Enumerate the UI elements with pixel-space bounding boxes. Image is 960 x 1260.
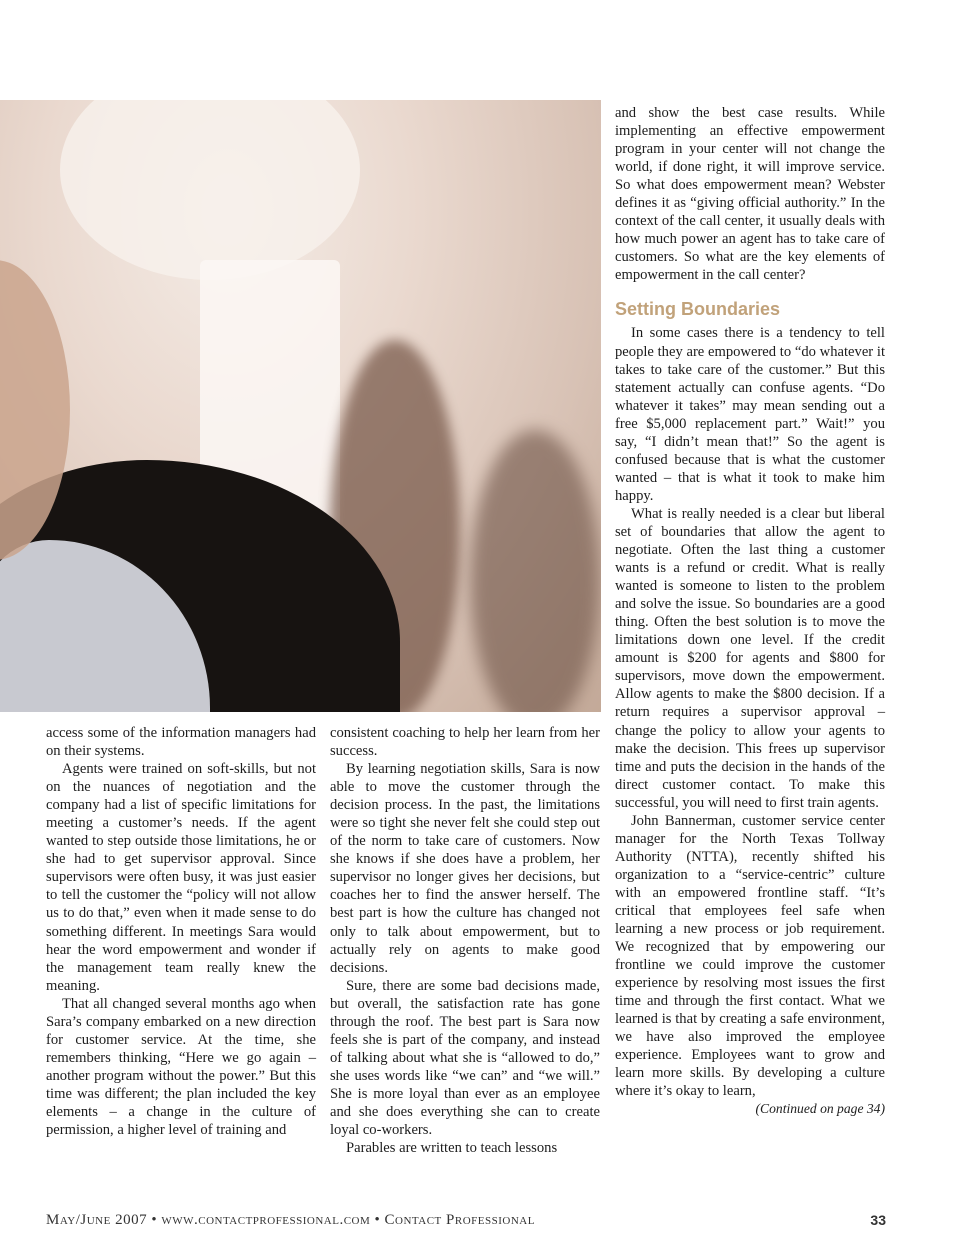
paragraph: Agents were trained on soft-skills, but not on the nuances of negotiation and the company had a list of specific limitations for meeting a customer’s needs. If the agent wanted to step outside those limitations, he or she had to get supervisor approval. Since supervisors were often busy, it was just easier to tell the customer the “policy will not allow us to do that,” even when it made sense to do something different. In meetings Sara would hear the word empowerment and wonder if the management team really knew the meaning. — [46, 761, 316, 994]
paragraph-text: John Bannerman, customer service center manager for the North Texas Tollway Authority (NTTA), recently shifted his organization to a “service-centric” culture with an empowered frontline staff. “It’s critical that employees feel safe when learning a new process or job requirement. We recognized that by empowering our frontline we could improve the customer experience by resolving most issues the first time and through the first contact. What we learned is that by creating a safe environment, we have also improved the employee experience. Employees want to grow and learn more skills. By developing a culture where it’s okay to learn, — [615, 812, 885, 1100]
article-column-1 — [46, 724, 316, 1139]
paragraph: access some of the information managers had on their systems. — [46, 725, 316, 760]
paragraph: and show the best case results. While implementing an effective empowerment program in your center will not change the world, if done right, it will improve service. So what does empowerment mean? Webster defines it as “giving official authority.” In the context of the call center, it usually deals with how much power an agent has to take care of customers. So what are the key elements of empowerment in the call center? — [615, 105, 885, 284]
paragraph: In some cases there is a tendency to tell people they are empowered to “do whatever it takes to take care of the customer.” But this statement actually can confuse agents. “Do whatever it takes” may mean sending out a free $5,000 replacement part.” Wait!” you say, “I didn’t mean that!” So the agent is confused because that is what the customer wanted – that is what it took to make him happy. — [615, 325, 885, 504]
paragraph — [615, 812, 885, 1117]
paragraph: consistent coaching to help her learn from her success. — [330, 725, 600, 760]
footer-text: May/June 2007 • www.contactprofessional.com • Contact Professional — [46, 1212, 535, 1228]
article-column-2 — [330, 724, 600, 1157]
page-footer — [46, 1212, 886, 1229]
article-photo — [0, 100, 601, 712]
section-heading: Setting Boundaries — [615, 299, 781, 320]
article-column-3 — [615, 104, 885, 1119]
paragraph: Sure, there are some bad decisions made, but overall, the satisfaction rate has gone through the roof. The best part is Sara now feels she is part of the company, and instead of talking about what she is “allowed to do,” she uses words like “we can” and “we will.” She is more loyal than ever as an employee and she does everything she can to create loyal co-workers. — [330, 977, 600, 1139]
paragraph: Parables are written to teach lessons — [346, 1140, 558, 1157]
continued-note: (Continued on page 34) — [755, 1101, 885, 1117]
paragraph: By learning negotiation skills, Sara is now able to move the customer through the decision process. In the past, the limitations were so tight she never felt she could step out of the norm to take care of customers. Now she knows if she does have a problem, her supervisor no longer gives her decisions, but coaches her to find the answer herself. The best part is how the culture has changed not only to talk about empowerment, but to actually rely on agents to make good decisions. — [330, 761, 600, 976]
paragraph: What is really needed is a clear but liberal set of boundaries that allow the agent to negotiate. Often the last thing a customer wants is a refund or credit. What is really wanted is someone to listen to the problem and solve the issue. So boundaries are a good thing. Often the best solution is to move the limitations down one level. If the credit amount is $200 for agents and $800 for supervisors, move down the empowerment. Allow agents to make the $800 decision. If a return requires a supervisor approval – change the policy to allow your agents to make the decision. This frees up supervisor time and puts the decision in the hands of the direct customer contact. To make this successful, you will need to first train agents. — [615, 505, 885, 811]
page-number: 33 — [870, 1212, 886, 1228]
paragraph: That all changed several months ago when Sara’s company embarked on a new direction for customer service. At the time, she remembers thinking, “Here we go again – another program without the power.” But this time was different; the plan included the key elements – a change in the culture of permission, a higher level of training and — [46, 995, 316, 1139]
